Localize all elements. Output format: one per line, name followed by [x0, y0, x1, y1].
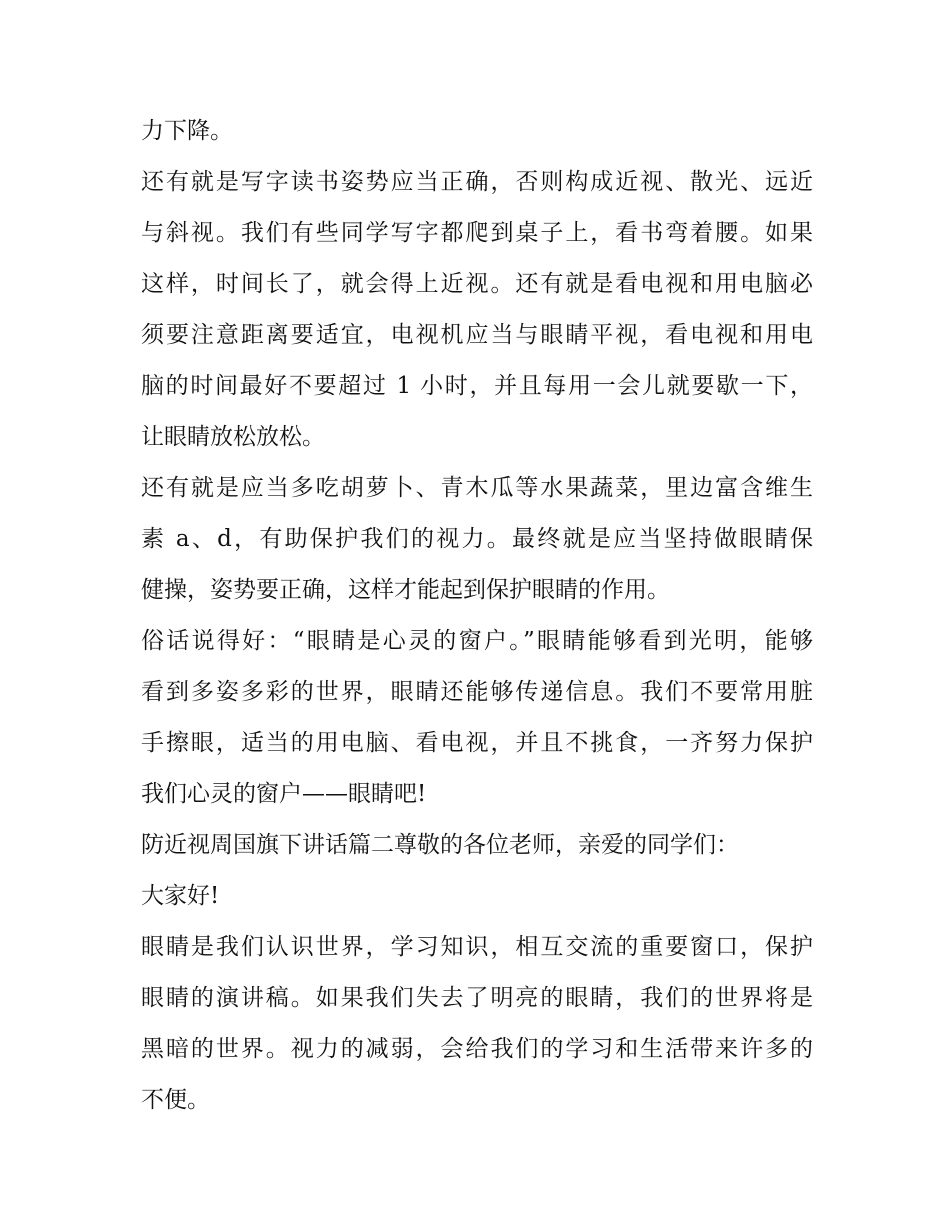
text-line: 我们心灵的窗户——眼睛吧! — [141, 781, 427, 807]
text-line: 这样，时间长了，就会得上近视。还有就是看电视和用电脑必 — [141, 271, 813, 297]
text-line: 防近视周国旗下讲话篇二尊敬的各位老师，亲爱的同学们： — [141, 832, 739, 858]
text-line: 黑暗的世界。视力的减弱，会给我们的学习和生活带来许多的 — [141, 1036, 813, 1062]
text-line: 还有就是应当多吃胡萝卜、青木瓜等水果蔬菜，里边富含维生 — [141, 475, 813, 501]
text-line: 不便。 — [141, 1087, 210, 1113]
text-line: 手擦眼，适当的用电脑、看电视，并且不挑食，一齐努力保护 — [141, 730, 813, 756]
text-line: 脑的时间最好不要超过 1 小时，并且每用一会儿就要歇一下， — [141, 373, 813, 399]
text-line: 力下降。 — [141, 118, 233, 144]
text-line: 让眼睛放松放松。 — [141, 424, 325, 450]
text-line: 素 a、d，有助保护我们的视力。最终就是应当坚持做眼睛保 — [141, 526, 813, 552]
text-line: 看到多姿多彩的世界，眼睛还能够传递信息。我们不要常用脏 — [141, 679, 813, 705]
text-line: 与斜视。我们有些同学写字都爬到桌子上，看书弯着腰。如果 — [141, 220, 813, 246]
document-body — [141, 106, 813, 1126]
text-line: 还有就是写字读书姿势应当正确，否则构成近视、散光、远近 — [141, 169, 813, 195]
text-line: 大家好! — [141, 883, 220, 909]
text-line: 须要注意距离要适宜，电视机应当与眼睛平视，看电视和用电 — [141, 322, 813, 348]
text-line: 眼睛的演讲稿。如果我们失去了明亮的眼睛，我们的世界将是 — [141, 985, 813, 1011]
text-line: 俗话说得好：“眼睛是心灵的窗户。”眼睛能够看到光明，能够 — [141, 628, 813, 654]
text-line: 眼睛是我们认识世界，学习知识，相互交流的重要窗口，保护 — [141, 934, 813, 960]
text-line: 健操，姿势要正确，这样才能起到保护眼睛的作用。 — [141, 577, 670, 603]
